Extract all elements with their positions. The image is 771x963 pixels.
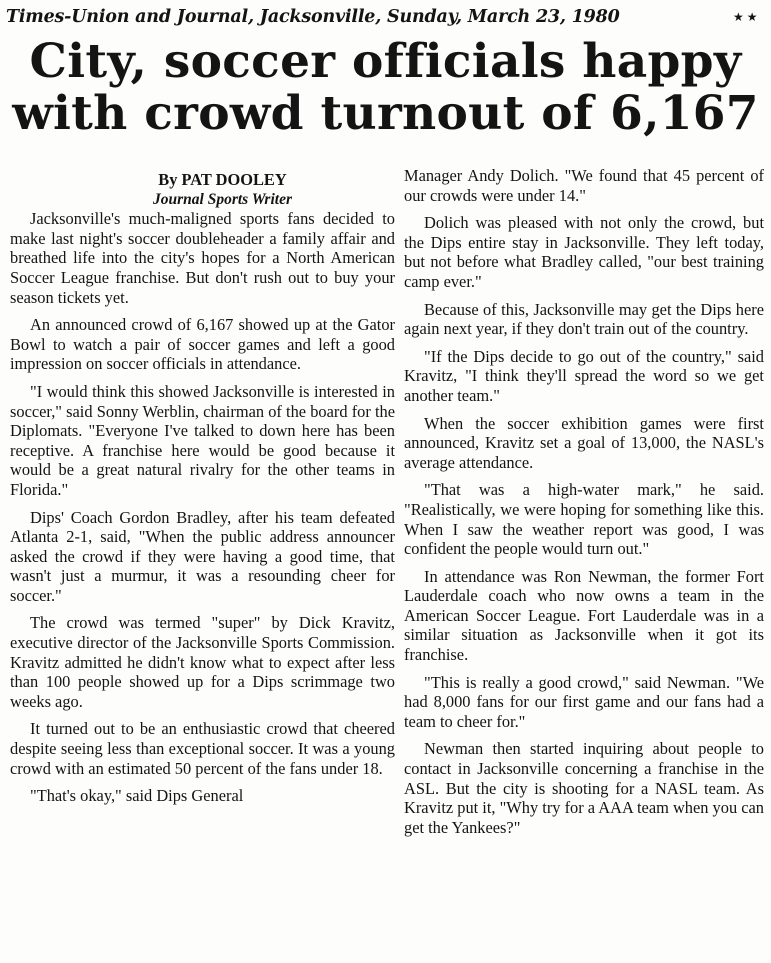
- paragraph: "I would think this showed Jacksonville is interested in soccer," said Sonny Werblin, chairman of the board for the Diplomats. "Everyone I've talked to down here has been receptive. A franchise here would be good because it would be a great natural rivalry for the other teams in Florida.": [10, 381, 395, 499]
- byline: [50, 170, 395, 209]
- paragraph: The crowd was termed "super" by Dick Kravitz, executive director of the Jacksonville Sports Commission. Kravitz admitted he didn't know what to expect after less than 100 people showed up for a Dips scrimmage two weeks ago.: [10, 613, 395, 711]
- paragraph: Jacksonville's much-maligned sports fans decided to make last night's soccer doubleheader a family affair and breathed life into the city's hopes for a North American Soccer League franchise. But don't rush out to buy your season tickets yet.: [10, 209, 395, 307]
- headline-line-2: with crowd turnout of 6,167: [12, 86, 759, 141]
- article-column-left: [10, 170, 395, 814]
- edition-stars: ★★: [733, 10, 761, 24]
- byline-title: Journal Sports Writer: [153, 190, 292, 208]
- paragraph: In attendance was Ron Newman, the former Fort Lauderdale coach who now owns a team in the American Soccer League. Fort Lauderdale was in a similar situation as Jacksonville when it got its franchise.: [404, 566, 764, 665]
- paragraph: An announced crowd of 6,167 showed up at the Gator Bowl to watch a pair of soccer games and left a good impression on soccer officials in attendance.: [10, 315, 395, 374]
- paragraph: Dolich was pleased with not only the crowd, but the Dips entire stay in Jacksonville. They left today, but not before what Bradley called, "our best training camp ever.": [404, 213, 764, 291]
- paragraph: "If the Dips decide to go out of the country," said Kravitz, "I think they'll spread the word so we get another team.": [404, 346, 764, 405]
- headline-line-1: City, soccer officials happy: [29, 34, 742, 89]
- dateline: Times-Union and Journal, Jacksonville, Sunday, March 23, 1980: [6, 7, 620, 27]
- article-column-right: [404, 166, 764, 845]
- paragraph: "This is really a good crowd," said Newman. "We had 8,000 fans for our first game and our fans had a team to cheer for.": [404, 672, 764, 731]
- paragraph: Because of this, Jacksonville may get the Dips here again next year, if they don't train out of the country.: [404, 299, 764, 339]
- paragraph: It turned out to be an enthusiastic crowd that cheered despite seeing less than exceptional soccer. It was a young crowd with an estimated 50 percent of the fans under 18.: [10, 719, 395, 778]
- paragraph: Dips' Coach Gordon Bradley, after his team defeated Atlanta 2-1, said, "When the public address announcer asked the crowd if they were having a good time, that wasn't just a murmur, it was a resounding cheer for soccer.": [10, 507, 395, 605]
- paragraph: "That was a high-water mark," he said. "Realistically, we were hoping for something like this. When I saw the weather report was good, I was confident the people would turn out.": [404, 480, 764, 559]
- byline-author: By PAT DOOLEY: [158, 170, 287, 189]
- headline: [0, 36, 771, 140]
- paragraph: Manager Andy Dolich. "We found that 45 percent of our crowds were under 14.": [404, 166, 764, 205]
- paragraph: When the soccer exhibition games were first announced, Kravitz set a goal of 13,000, the NASL's average attendance.: [404, 413, 764, 472]
- paragraph: "That's okay," said Dips General: [30, 786, 244, 806]
- paragraph: Newman then started inquiring about people to contact in Jacksonville concerning a franchise in the ASL. But the city is shooting for a NASL team. As Kravitz put it, "Why try for a AAA team when you can get the Yankees?": [404, 739, 764, 837]
